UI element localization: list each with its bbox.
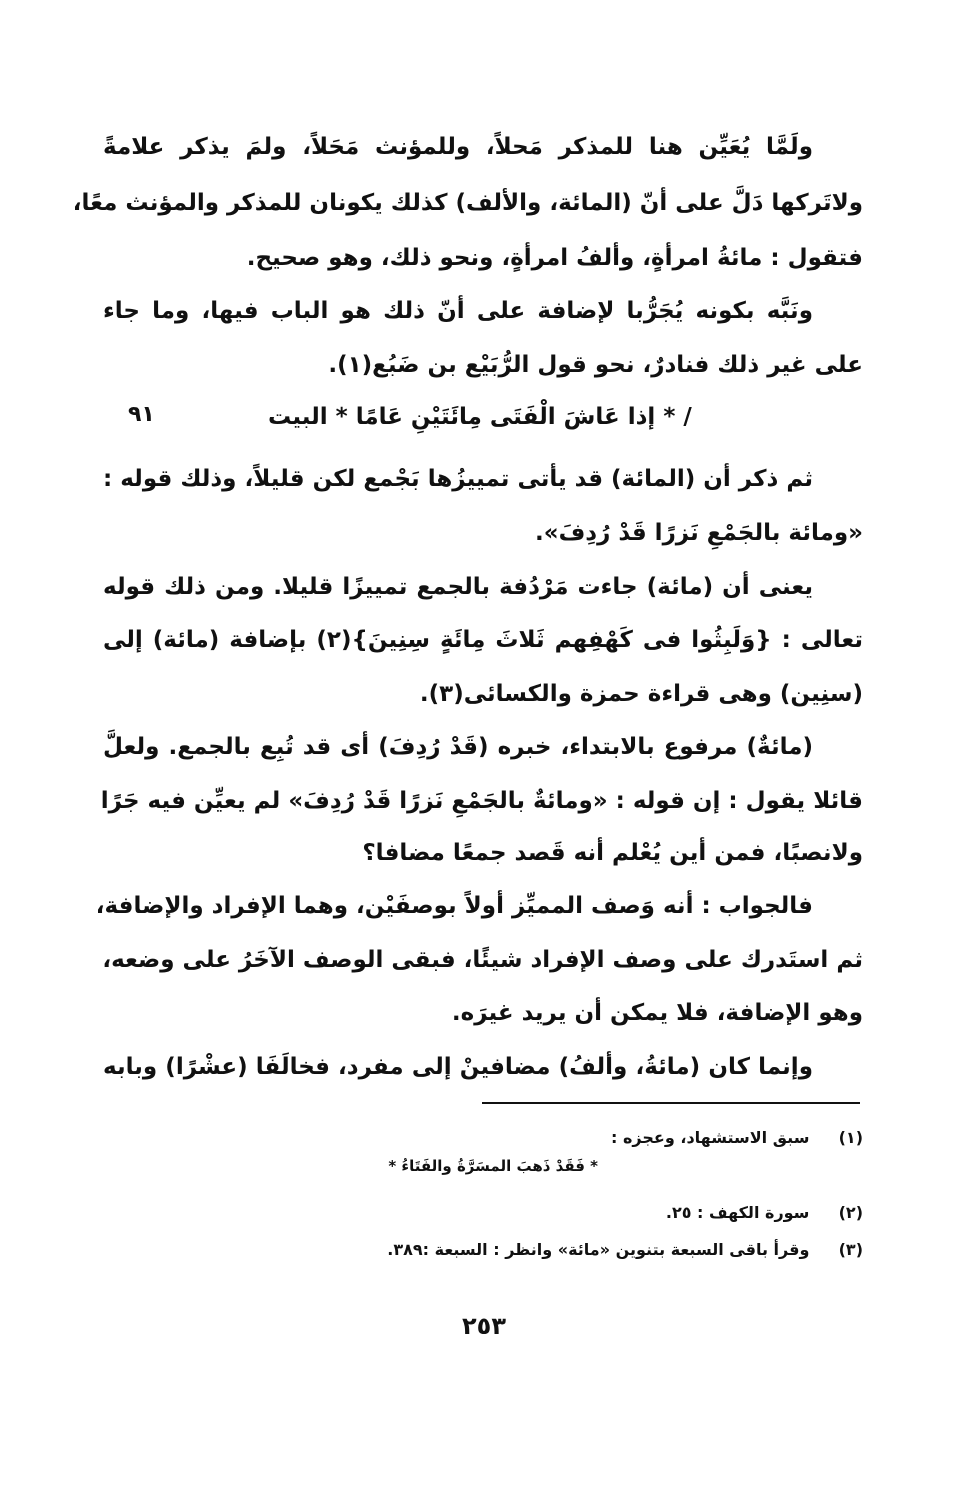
- footnote-separator: [482, 1102, 860, 1104]
- footnote-text: وقرأ باقى السبعة بتنوين «مائة» وانظر : السبعة :٣٨٩.: [387, 1240, 810, 1259]
- body-line: ولانصبًا، فمن أين يُعْلم أنه قَصد جمعًا مضافا؟: [362, 840, 863, 866]
- body-line: ثم ذكر أن (المائة) قد يأتى تمييزُها بَجْمع لكن قليلاً، وذلك قوله :: [103, 466, 813, 492]
- footnote-number: (١): [838, 1128, 863, 1147]
- page-number: ٢٥٣: [462, 1312, 506, 1340]
- footnote: [387, 1238, 863, 1262]
- body-line: ولَمَّا يُعَيِّن هنا للمذكر مَحلاً، وللمؤنث مَحَلاً، ولمَ يذكر علامةً: [103, 134, 813, 160]
- verse-line: / * إذا عَاشَ الْفَتَى مِائَتَيْنِ عَامًا * البيت: [268, 404, 692, 430]
- body-line: قائلا يقول : إن قوله : «ومائةٌ بالجَمْعِ نَزرًا قَدْ رُدِفَ» لم يعيِّن فيه جَرًا: [100, 788, 863, 814]
- body-line: ولاتَركها دَلَّ على أنّ (المائة، والألف) كذلك يكونان للمذكر والمؤنث معًا،: [72, 190, 863, 216]
- body-line: تعالى : {وَلَبِثُوا فى كَهْفِهم ثَلاثَ مِائَةٍ سِنِينَ}(٢) بإضافة (مائة) إلى: [103, 627, 863, 653]
- body-line: فتقول : مائةُ امرأةٍ، وألفُ امرأةٍ، ونحو ذلك، وهو صحيح.: [246, 245, 863, 271]
- body-line: ونَبَّه بكونه يُجَرُّبا لإضافة على أنّ ذلك هو الباب فيها، وما جاء: [103, 298, 813, 324]
- footnote-number: (٢): [838, 1203, 863, 1222]
- body-line: وهو الإضافة، فلا يمكن أن يريد غيرَه.: [451, 1000, 863, 1026]
- body-line: (مائةٌ) مرفوع بالابتداء، خبره (قَدْ رُدِفَ) أى قد تُبِع بالجمع. ولعلَّ: [103, 734, 813, 760]
- footnote-verse: * فَقَدْ ذَهبَ المسَرَّةُ والفَتَاءُ *: [388, 1157, 598, 1175]
- body-line: ثم استَدرك على وصف الإفراد شيئًا، فبقى الوصف الآخَرُ على وضعه،: [102, 947, 863, 973]
- footnote-text: سبق الاستشهاد، وعجزه :: [611, 1128, 810, 1147]
- body-line: وإنما كان (مائةُ، وألفُ) مضافينْ إلى مفرد، فخالَفَا (عشْرًا) وبابه: [103, 1054, 813, 1080]
- footnote: [666, 1201, 863, 1225]
- margin-page-reference: ٩١: [128, 402, 155, 427]
- footnote-text: سورة الكهف : ٢٥.: [665, 1203, 810, 1222]
- body-line: «ومائة بالجَمْعِ نَزرًا قَدْ رُدِفَ».: [534, 520, 863, 546]
- footnote-number: (٣): [838, 1240, 863, 1259]
- body-line: على غير ذلك فنادرٌ، نحو قول الرُّبَيْع بن ضَبُع(١).: [328, 352, 863, 378]
- footnote: [611, 1126, 863, 1150]
- body-line: يعنى أن (مائة) جاءت مَرْدُفة بالجمع تمييزًا قليلا. ومن ذلك قوله: [103, 574, 813, 600]
- body-line: (سنِين) وهى قراءة حمزة والكسائى(٣).: [419, 681, 863, 707]
- body-line: فالجواب : أنه وَصف المميِّز أولاً بوصفَيْن، وهما الإفراد والإضافة،: [95, 893, 813, 919]
